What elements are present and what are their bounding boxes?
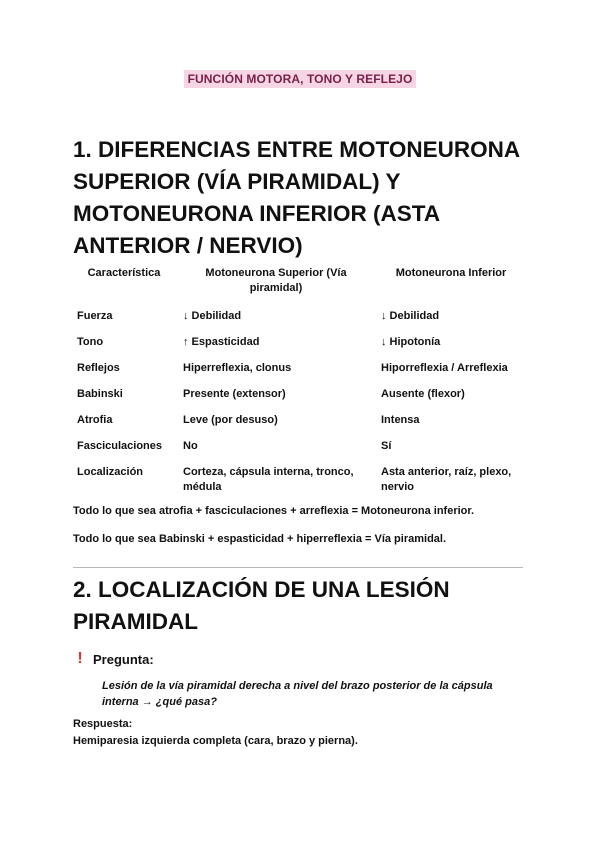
table-cell: Leve (por desuso)	[183, 414, 278, 426]
question-callout	[73, 650, 154, 668]
table-row	[71, 382, 527, 408]
summary-note-pyramidal: Todo lo que sea Babinski + espasticidad + hiperreflexia = Vía piramidal.	[73, 533, 447, 545]
table-cell: Tono	[77, 336, 104, 348]
comparison-table	[71, 262, 527, 501]
table-header-row	[71, 262, 527, 304]
table-row	[71, 434, 527, 460]
table-cell: Ausente (flexor)	[381, 388, 465, 400]
table-cell: Babinski	[77, 388, 123, 400]
table-cell: Hiperreflexia, clonus	[183, 362, 292, 374]
section-2-heading: 2. LOCALIZACIÓN DE UNA LESIÓN PIRAMIDAL	[73, 577, 450, 634]
table-row	[71, 460, 527, 501]
table-cell: Sí	[381, 440, 392, 452]
table-cell: Asta anterior, raíz, plexo, nervio	[381, 466, 512, 493]
table-cell: Presente (extensor)	[183, 388, 286, 400]
title-bar	[0, 70, 600, 88]
table-cell: Fuerza	[77, 310, 113, 322]
table-cell: Atrofia	[77, 414, 113, 426]
table-cell: Localización	[77, 466, 144, 478]
table-cell: No	[183, 440, 198, 452]
table-row	[71, 330, 527, 356]
table-header-cell: Característica	[87, 267, 161, 279]
section-1-heading: 1. DIFERENCIAS ENTRE MOTONEURONA SUPERIOR (VÍA PIRAMIDAL) Y MOTONEURONA INFERIOR (ASTA ANTERIOR / NERVIO)	[73, 137, 520, 258]
exclamation-icon: !	[77, 650, 83, 667]
table-header-cell: Motoneurona Inferior	[395, 267, 507, 279]
question-label: Pregunta:	[93, 651, 154, 667]
table-cell: Intensa	[381, 414, 420, 426]
table-cell: Fasciculaciones	[77, 440, 162, 452]
document-title: FUNCIÓN MOTORA, TONO Y REFLEJO	[184, 70, 417, 88]
table-cell: ↓ Debilidad	[183, 310, 242, 322]
table-row	[71, 304, 527, 330]
table-header-cell: Motoneurona Superior (Vía piramidal)	[205, 267, 347, 294]
question-text: Lesión de la vía piramidal derecha a nivel del brazo posterior de la cápsula interna → ¿qué pasa?	[102, 680, 493, 708]
answer-label: Respuesta:	[73, 718, 133, 730]
section-divider	[73, 567, 523, 568]
table-cell: Reflejos	[77, 362, 120, 374]
table-cell: Hiporreflexia / Arreflexia	[381, 362, 508, 374]
table-row	[71, 356, 527, 382]
summary-note-lower-motor-neuron: Todo lo que sea atrofia + fasciculaciones + arreflexia = Motoneurona inferior.	[73, 505, 475, 517]
table-cell: ↓ Debilidad	[381, 310, 440, 322]
table-cell: ↑ Espasticidad	[183, 336, 260, 348]
answer-text: Hemiparesia izquierda completa (cara, brazo y pierna).	[73, 735, 358, 747]
table-row	[71, 408, 527, 434]
table-cell: ↓ Hipotonía	[381, 336, 441, 348]
table-cell: Corteza, cápsula interna, tronco, médula	[183, 466, 354, 493]
